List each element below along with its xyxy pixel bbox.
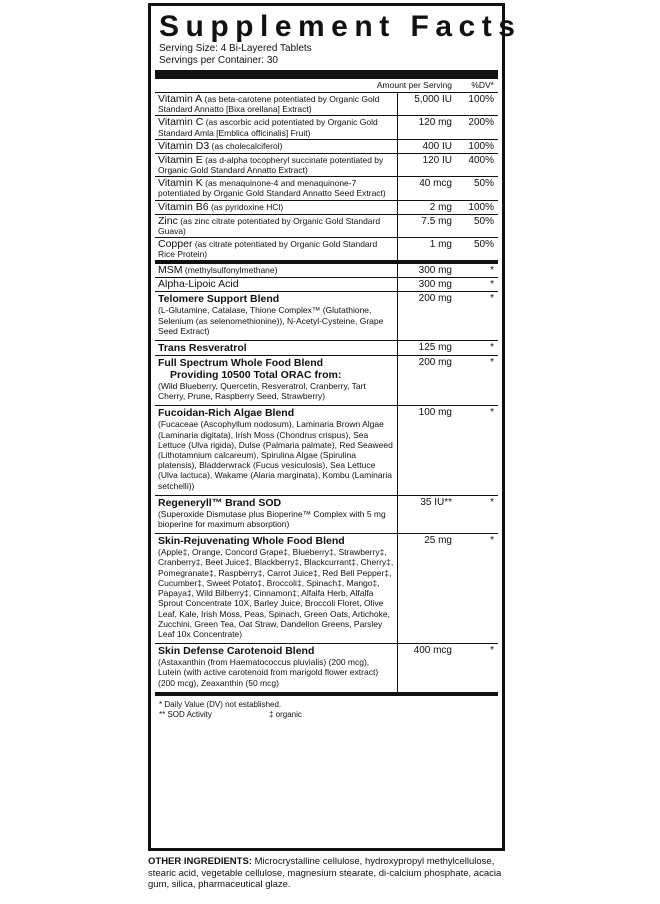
nutrient-name: Vitamin A (158, 93, 203, 105)
nutrient-amount: 7.5 mg (421, 215, 452, 227)
nutrient-desc: (as beta-carotene potentiated by Organic Gold Standard Annatto [Bixa orellana] Extract) (158, 94, 380, 115)
nutrient-row (155, 200, 498, 214)
dv-header: %DV* (471, 80, 494, 90)
nutrient-amount: 120 IU (422, 154, 452, 166)
nutrient-dv: 50% (473, 178, 494, 190)
nutrient-dv: 100% (468, 140, 494, 152)
nutrient-name: Alpha-Lipoic Acid (158, 278, 239, 291)
nutrient-row (155, 115, 498, 138)
nutrient-amount: 400 IU (422, 140, 452, 152)
blend-row (155, 495, 498, 533)
blend-row (155, 533, 498, 643)
nutrient-name: Vitamin B6 (158, 200, 209, 213)
blend-desc: (L-Glutamine, Catalase, Thione Complex™ (Glutathione, Selenium (as selenomethionine)), N-Acetyl-Cysteine, Grape Seed Extract) (158, 305, 384, 336)
footnote-sod: ** SOD Activity (159, 709, 212, 719)
nutrient-desc: (as cholecalciferol) (211, 140, 283, 151)
blend-amount: 400 mcg (413, 645, 452, 657)
nutrient-dv: * (490, 279, 494, 291)
nutrient-row (155, 153, 498, 176)
amount-header: Amount per Serving (376, 80, 452, 90)
blend-row (155, 291, 498, 340)
nutrient-desc: (as zinc citrate potentiated by Organic Gold Standard Guava) (158, 215, 381, 236)
nutrient-desc: (as pyridoxine HCl) (210, 201, 284, 212)
nutrient-desc: (as ascorbic acid potentiated by Organic Gold Standard Amla [Emblica officinalis] Fruit) (158, 117, 378, 138)
other-rows (151, 264, 502, 291)
nutrient-row (155, 237, 498, 260)
blend-rows (151, 291, 502, 691)
blend-row (155, 340, 498, 355)
nutrient-dv: 100% (468, 94, 494, 105)
nutrient-row (155, 277, 498, 291)
nutrient-row (155, 214, 498, 237)
blend-desc: (Wild Blueberry, Quercetin, Resveratrol, Cranberry, Tart Cherry, Prune, Raspberry Seed, Strawberry) (158, 381, 366, 402)
blend-amount: 125 mg (418, 342, 452, 354)
panel-title: Supplement Facts (159, 10, 522, 43)
blend-amount: 200 mg (418, 357, 452, 369)
supplement-facts-panel (148, 3, 522, 851)
nutrient-amount: 2 mg (429, 201, 452, 213)
blend-name: Trans Resveratrol (158, 342, 247, 355)
nutrient-row (155, 92, 498, 115)
blend-amount: 200 mg (418, 293, 452, 305)
nutrient-name: Vitamin K (158, 177, 203, 190)
blend-amount: 25 mg (424, 535, 452, 547)
nutrient-amount: 5,000 IU (414, 94, 452, 105)
blend-desc: (Astaxanthin (from Haematococcus pluvialis) (200 mcg), Lutein (with active carotenoid from marigold flower extract) (200 mcg), Zeaxanthin (50 mcg) (158, 657, 379, 688)
thick-divider (155, 70, 498, 79)
nutrient-amount: 300 mg (418, 265, 452, 277)
nutrient-dv: 50% (473, 239, 494, 251)
blend-amount: 100 mg (418, 407, 452, 419)
blend-desc: (Fucaceae (Ascophyllum nodosum), Laminaria Brown Algae (Laminaria digitata), Irish Moss (Chondrus crispus), Sea Lettuce (Ulva rigida), Dulse (Palmaria palmate), Red Seaweed (Lithotamnium calcareum), Spirulina Algae (Spirulina platensis), Bladderwrack (Fucus vesiculosis), Sea Lettuce (Ulva lactuca), Wakame (Alaria marginata), Kombu (Laminaria setchelli)) (158, 419, 393, 491)
nutrient-name: Vitamin E (158, 153, 203, 166)
other-ingredients-label: OTHER INGREDIENTS: (148, 856, 252, 867)
blend-name: Telomere Support Blend (158, 293, 280, 306)
nutrient-dv: 50% (473, 215, 494, 227)
column-header (155, 79, 498, 92)
nutrient-row (155, 176, 498, 199)
nutrient-desc: (as citrate potentiated by Organic Gold Standard Rice Protein) (158, 239, 378, 260)
blend-name: Fucoidan-Rich Algae Blend (158, 407, 295, 420)
blend-name: Skin Defense Carotenoid Blend (158, 645, 315, 658)
nutrient-row (155, 139, 498, 153)
nutrient-name: Copper (158, 238, 193, 251)
blend-dv: * (490, 293, 494, 305)
blend-name: Regeneryll™ Brand SOD (158, 496, 282, 509)
blend-row (155, 355, 498, 405)
blend-name: Skin-Rejuvenating Whole Food Blend (158, 535, 345, 548)
other-ingredients (148, 856, 508, 891)
nutrient-name: Zinc (158, 214, 178, 227)
footnotes (151, 696, 502, 720)
nutrient-amount: 120 mg (418, 117, 452, 129)
blend-dv: * (490, 645, 494, 657)
blend-dv: * (490, 342, 494, 354)
blend-dv: * (490, 535, 494, 547)
blend-dv: * (490, 496, 494, 508)
serving-size: Serving Size: 4 Bi-Layered Tablets (159, 43, 312, 54)
nutrient-amount: 40 mcg (419, 178, 452, 190)
nutrient-dv: 100% (468, 201, 494, 213)
nutrient-desc: (methylsulfonylmethane) (184, 265, 278, 276)
nutrient-dv: * (490, 265, 494, 277)
blend-amount: 35 IU** (420, 496, 452, 508)
nutrient-name: Vitamin C (158, 116, 204, 129)
nutrient-dv: 200% (468, 117, 494, 129)
vitamin-rows (151, 92, 502, 260)
blend-row (155, 405, 498, 494)
footnote-dv: * Daily Value (DV) not established. (159, 699, 282, 709)
other-ingredients-text: Microcrystalline cellulose, hydroxypropyl methylcellulose, stearic acid, vegetable cellulose, magnesium stearate, di-calcium phosphate, acacia gum, silica, pharmaceutical glaze. (148, 856, 502, 890)
nutrient-desc: (as menaquinone-4 and menaquinone-7 potentiated by Organic Gold Standard Annatto Seed Extract) (158, 178, 386, 199)
nutrient-row (155, 264, 498, 277)
blend-dv: * (490, 357, 494, 369)
nutrient-name: Vitamin D3 (158, 139, 210, 152)
footnote-organic: ‡ organic (269, 709, 302, 719)
nutrient-amount: 300 mg (418, 279, 452, 291)
blend-row (155, 643, 498, 692)
nutrient-desc: (as d-alpha tocopheryl succinate potentiated by Organic Gold Standard Annatto Extract) (158, 154, 384, 176)
blend-desc: (Apple‡, Orange, Concord Grape‡, Blueberry‡, Strawberry‡, Cranberry‡, Beet Juice‡, Blackberry‡, Blackcurrant‡, Cherry‡, Pomegranate‡, Raspberry‡, Carrot Juice‡, Red Bell Pepper‡, Cucumber‡, Sweet Potato‡, Broccoli‡, Spinach‡, Mango‡, Papaya‡, Wild Bilberry‡, Cinnamon‡; Alfalfa Herb, Alfalfa Sprout Concentrate 10X, Barley Juice, Broccoli Floret, Olive Leaf, Kale, Irish Moss, Peas, Spinach, Green Oats, Artichoke, Zucchini, Green Tea, Oat Straw, Dandelion Greens, Parsley Leaf 10x Concentrate) (158, 547, 394, 639)
blend-subtitle: Providing 10500 Total ORAC from: (170, 369, 342, 382)
blend-dv: * (490, 407, 494, 419)
nutrient-dv: 400% (468, 154, 494, 166)
blend-name: Full Spectrum Whole Food Blend (158, 357, 324, 370)
nutrient-amount: 1 mg (429, 239, 452, 251)
blend-desc: (Superoxide Dismutase plus Bioperine™ Complex with 5 mg bioperine for maximum absorption) (158, 508, 386, 530)
servings-per-container: Servings per Container: 30 (159, 55, 278, 66)
nutrient-name: MSM (158, 264, 183, 277)
